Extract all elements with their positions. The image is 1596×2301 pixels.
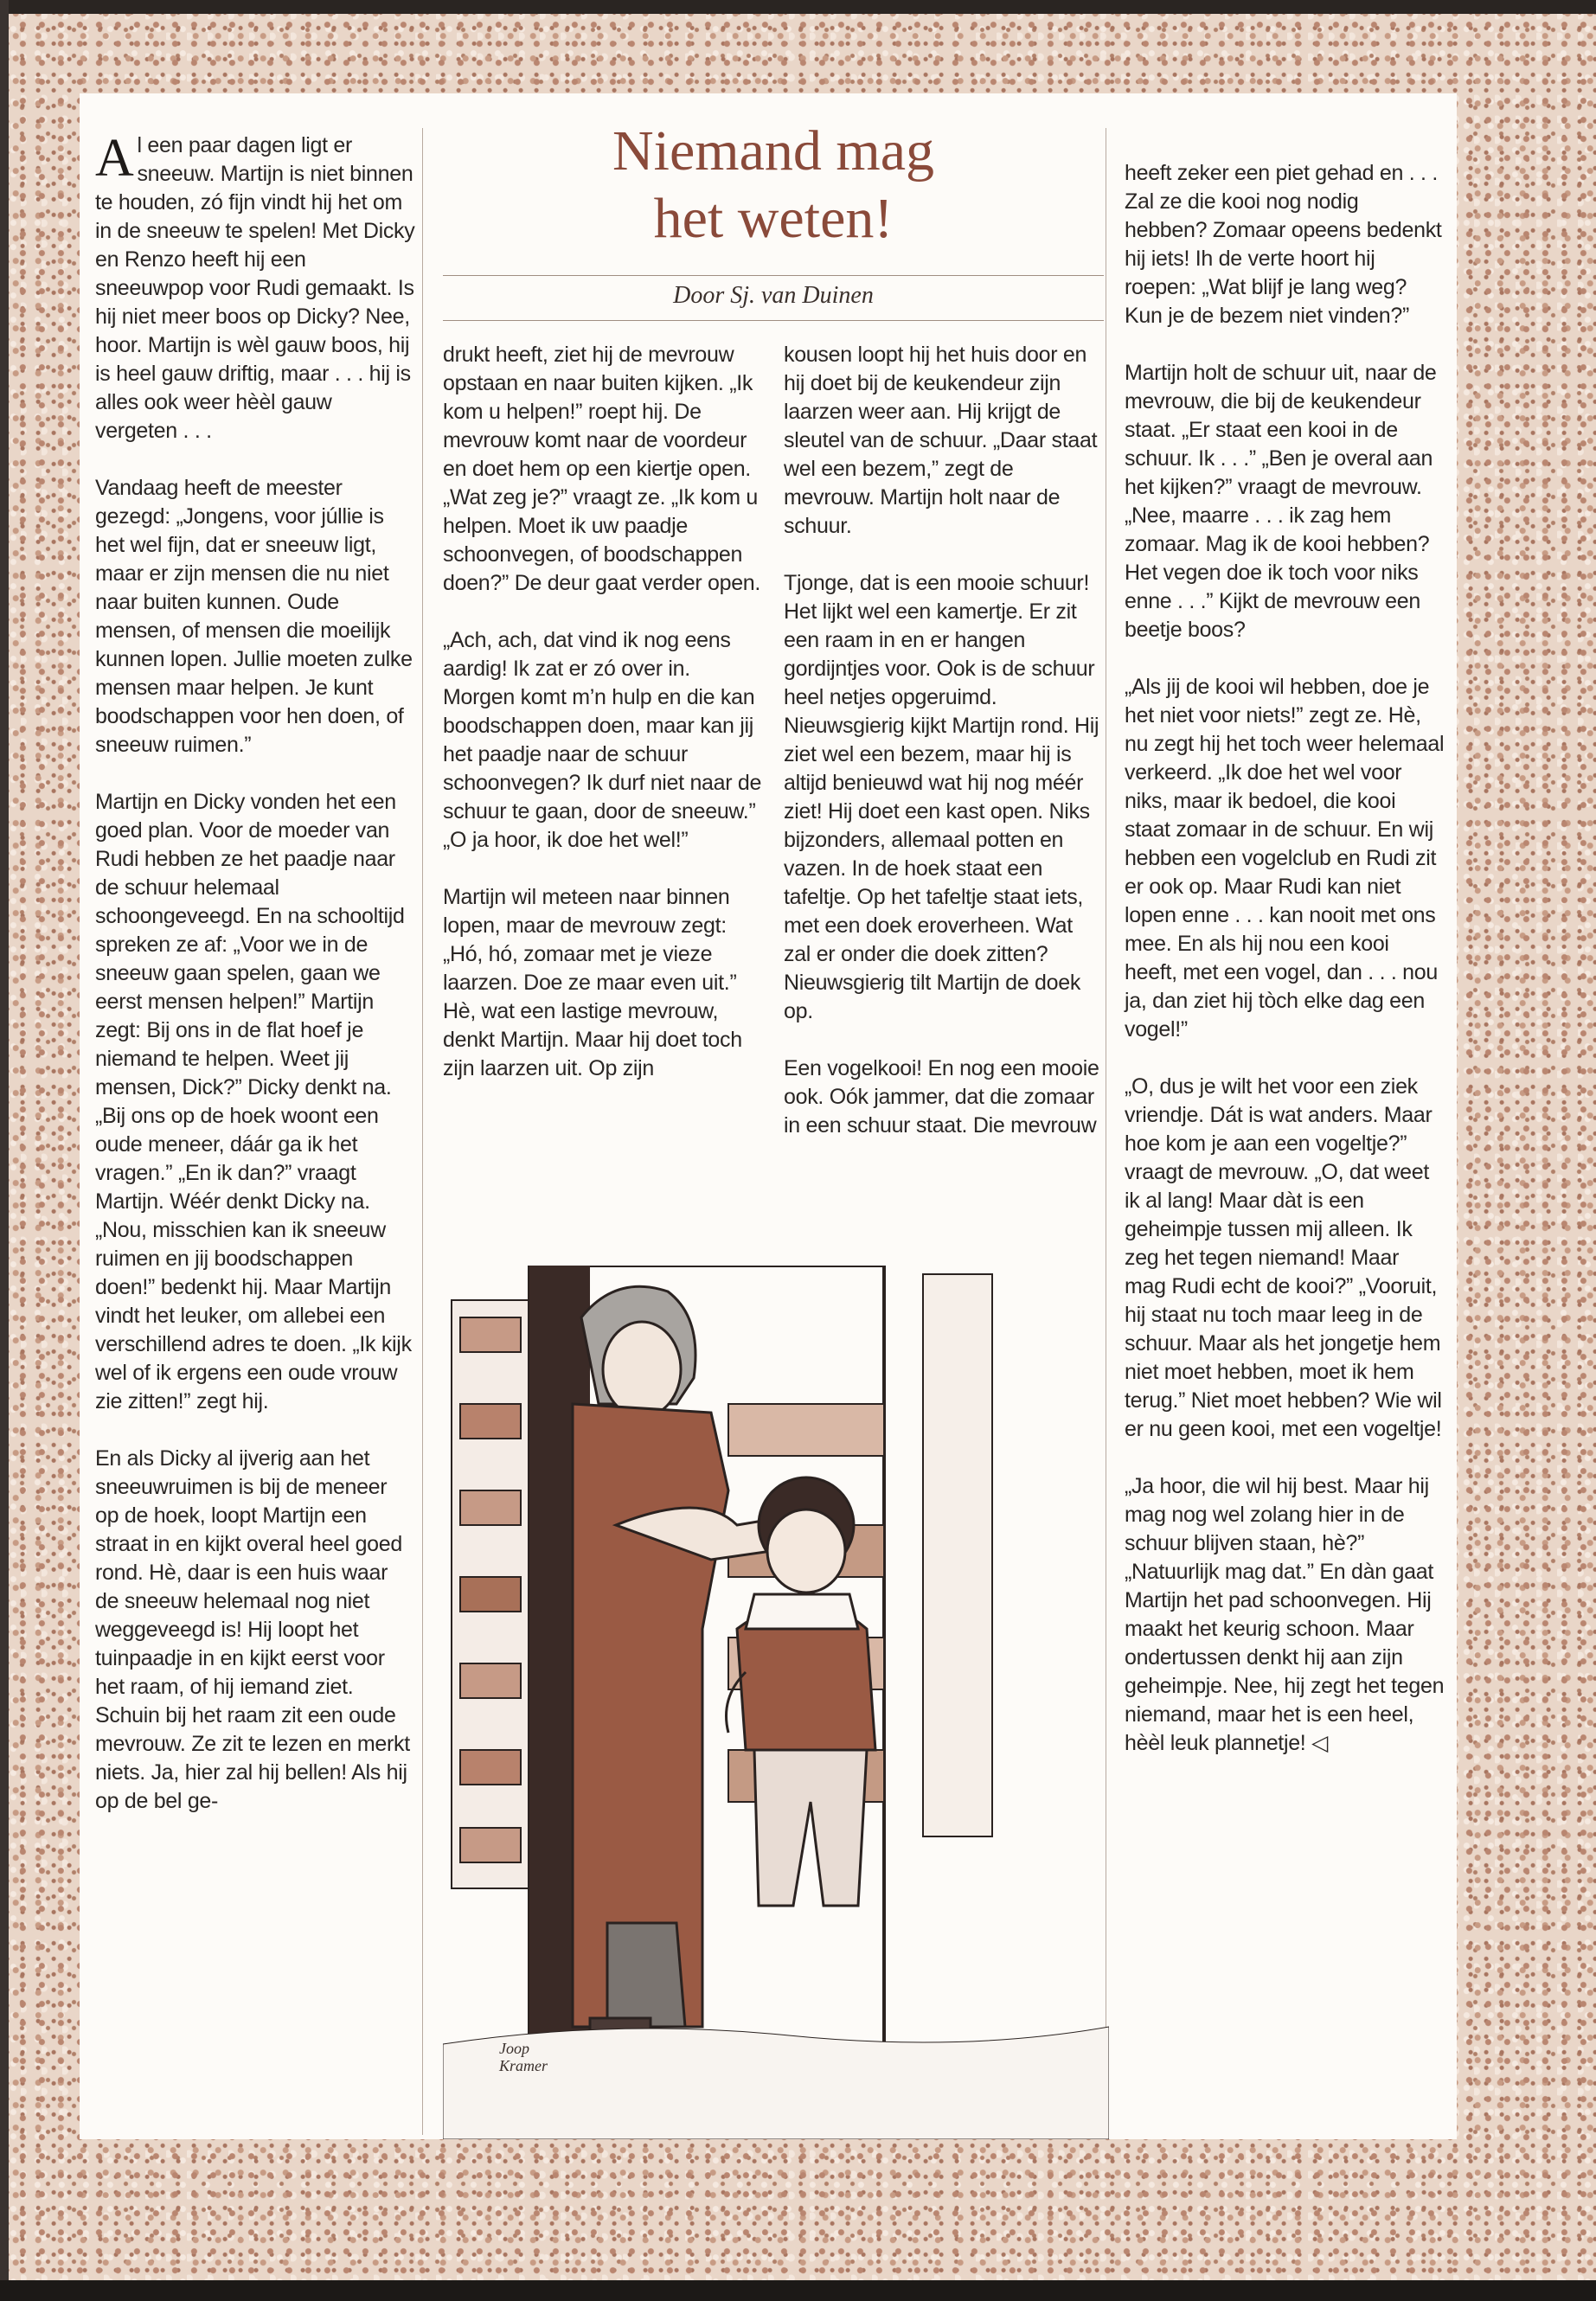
story-illustration [443, 1266, 1109, 2139]
paragraph: Martijn wil meteen naar binnen lopen, maar de mevrouw zegt: „Hó, hó, zomaar met je vieze laarzen. Doe ze maar even uit.” Hè, wat een lastige mevrouw, denkt Martijn. Maar hij doet toch zijn laarzen uit. Op zijn [443, 885, 742, 1080]
scan-edge-top [0, 0, 1596, 14]
title-line-2: het weten! [653, 187, 894, 250]
paragraph: „Ja hoor, die wil hij best. Maar hij mag nog wel zolang hier in de schuur blijven staan, hè?” „Natuurlijk mag dat.” En dàn gaat Martijn het pad schoonvegen. Hij maakt het keurig schoon. Maar ondertussen denkt hij aan zijn geheimpje. Nee, hij zegt het tegen niemand, maar het is een heel, hèèl leuk plannetje! ◁ [1125, 1474, 1445, 1755]
illustration-drawing [443, 1266, 1109, 2139]
byline: Door Sj. van Duinen [673, 282, 874, 309]
scan-edge-bottom [0, 2280, 1596, 2301]
title-line-1: Niemand mag [612, 119, 935, 183]
paragraph: kousen loopt hij het huis door en hij doet bij de keukendeur zijn laarzen weer aan. Hij krijgt de sleutel van de schuur. „Daar staat wel een bezem,” zegt de mevrouw. Martijn holt naar de schuur. [784, 343, 1098, 538]
paragraph: drukt heeft, ziet hij de mevrouw opstaan en naar buiten kijken. „Ik kom u helpen!” roept hij. De mevrouw komt naar de voordeur en doet hem op een kiertje open. „Wat zeg je?” vraagt ze. „Ik kom u helpen. Moet ik uw paadje schoonvegen, of boodschappen doen?” De deur gaat verder open. [443, 343, 761, 595]
paragraph: Een vogelkooi! En nog een mooie ook. Oók jammer, dat die zomaar in een schuur staat. Die mevrouw [784, 1056, 1099, 1138]
text-column-4 [1125, 159, 1445, 1786]
paragraph: „Ach, ach, dat vind ik nog eens aardig! Ik zat er zó over in. Morgen komt m’n hulp en die kan boodschappen doen, maar kan jij het paadje naar de schuur schoonvegen? Ik durf niet naar de schuur te gaan, door de sneeuw.” „O ja hoor, ik doe het wel!” [443, 628, 762, 852]
column-rule [422, 128, 423, 2135]
paragraph: En als Dicky al ijverig aan het sneeuwruimen is bij de meneer op de hoek, loopt Martijn een straat in en kijkt overal heel goed rond. Hè, daar is een huis waar de sneeuw helemaal nog niet weggeveegd is! Hij loopt het tuinpaadje in en kijkt eerst voor het raam, of hij iemand ziet. Schuin bij het raam zit een oude mevrouw. Ze zit te lezen en merkt niets. Ja, hier zal hij bellen! Als hij op de bel ge- [95, 1446, 410, 1813]
signature-line-1: Joop [499, 2040, 529, 2057]
paragraph: „Als jij de kooi wil hebben, doe je het niet voor niets!” zegt ze. Hè, nu zegt hij het toch weer helemaal verkeerd. „Ik doe het wel voor niks, maar ik bedoel, die kooi staat zomaar in de schuur. En wij hebben een vogelclub en Rudi zit er ook op. Maar Rudi kan niet lopen enne . . . kan nooit met ons mee. En als hij nou een kooi heeft, met een vogel, dan . . . nou ja, dan ziet hij tòch elke dag een vogel!” [1125, 675, 1445, 1042]
drop-cap: A [95, 129, 134, 188]
paragraph: Martijn en Dicky vonden het een goed plan. Voor de moeder van Rudi hebben ze het paadje naar de schuur helemaal schoongeveegd. En na schooltijd spreken ze af: „Voor we in de sneeuw gaan spelen, gaan we eerst mensen helpen!” Martijn zegt: Bij ons in de flat hoef je niemand te helpen. Weet jij mensen, Dick?” Dicky denkt na. „Bij ons op de hoek woont een oude meneer, dáár ga ik het vragen.” „En ik dan?” vraagt Martijn. Wéér denkt Dicky na. „Nou, misschien kan ik sneeuw ruimen en jij boodschappen doen!” bedenkt hij. Maar Martijn vindt het leuker, om allebei een verschillend adres te doen. „Ik kijk wel of ik ergens een oude vrouw zie zitten!” zegt hij. [95, 790, 412, 1413]
scan-edge-left [0, 0, 9, 2301]
paragraph: „O, dus je wilt het voor een ziek vriendje. Dát is wat anders. Maar hoe kom je aan een vogeltje?” vraagt de mevrouw. „O, dat weet ik al lang! Maar dàt is een geheimpje tussen mij alleen. Ik zeg het tegen niemand! Maar mag Rudi echt de kooi?” „Vooruit, hij staat nu toch maar leeg in de schuur. Maar als het jongetje hem niet moet hebben, moet ik hem terug.” Niet moet hebben? Wie wil er nu geen kooi, met een vogeltje! [1125, 1074, 1442, 1441]
byline-rule-bottom [443, 320, 1104, 321]
text-column-2 [443, 341, 763, 1112]
byline-rule-top [443, 275, 1104, 276]
illustrator-signature [499, 2040, 548, 2074]
paragraph: Tjonge, dat is een mooie schuur! Het lijkt wel een kamertje. Er zit een raam in en er hangen gordijntjes voor. Ook is de schuur heel netjes opgeruimd. Nieuwsgierig kijkt Martijn rond. Hij ziet wel een bezem, maar hij is altijd benieuwd wat hij nog méér ziet! Hij doet een kast open. Niks bijzonders, allemaal potten en vazen. In de hoek staat een tafeltje. Op het tafeltje staat iets, met een doek eroverheen. Wat zal er onder die doek zitten? Nieuwsgierig tilt Martijn de doek op. [784, 571, 1099, 1023]
paragraph: Vandaag heeft de meester gezegd: „Jongens, voor júllie is het wel fijn, dat er sneeuw ligt, maar er zijn mensen die nu niet naar buiten kunnen. Oude mensen, of mensen die moeilijk kunnen lopen. Jullie moeten zulke mensen maar helpen. Je kunt boodschappen voor hen doen, of sneeuw ruimen.” [95, 476, 413, 757]
paragraph: Al een paar dagen ligt er sneeuw. Martijn is niet binnen te houden, zó fijn vindt hij het om in de sneeuw te spelen! Met Dicky en Renzo heeft hij een sneeuwpop voor Rudi gemaakt. Is hij niet meer boos op Dicky? Nee, hoor. Martijn is wèl gauw boos, hij is heel gauw driftig, maar . . . hij is alles ook weer hèèl gauw vergeten . . . [95, 129, 415, 443]
text-column-3 [784, 341, 1104, 1169]
paragraph: heeft zeker een piet gehad en . . . Zal ze die kooi nog nodig hebben? Zomaar opeens bedenkt hij iets! Ih de verte hoort hij roepen: „Wat blijf je lang weg? Kun je de bezem niet vinden?” [1125, 161, 1442, 328]
signature-line-2: Kramer [499, 2057, 548, 2074]
article-title [443, 118, 1104, 253]
page-panel [80, 93, 1457, 2139]
text-column-1 [95, 131, 415, 1844]
paragraph: Martijn holt de schuur uit, naar de mevrouw, die bij de keukendeur staat. „Er staat een kooi in de schuur. Ik . . .” „Ben je overal aan het kijken?” vraagt de mevrouw. „Nee, maarre . . . ik zag hem zomaar. Mag ik de kooi hebben? Het vegen doe ik toch voor niks enne . . .” Kijkt de mevrouw een beetje boos? [1125, 361, 1437, 642]
